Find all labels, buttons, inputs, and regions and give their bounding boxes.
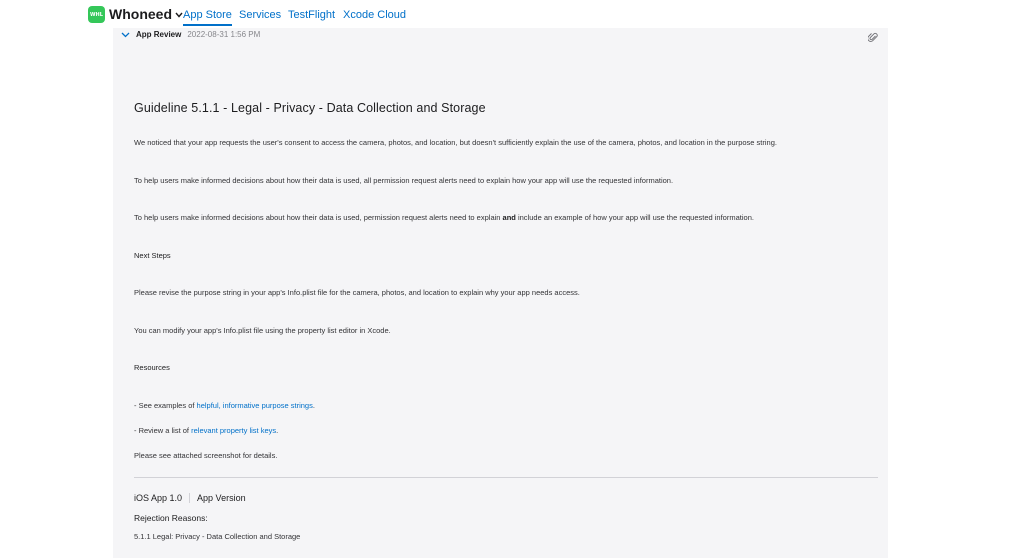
review-paragraph-2: To help users make informed decisions about how their data is used, all permission request alerts need to explain how your app will use the requested information. <box>134 176 674 185</box>
tab-app-store[interactable]: App Store <box>183 9 232 21</box>
resource-2-prefix: - Review a list of <box>134 426 192 435</box>
divider <box>134 477 878 478</box>
separator <box>189 493 190 503</box>
tab-services[interactable]: Services <box>239 9 282 21</box>
version-label: App Version <box>197 493 246 503</box>
guideline-title: Guideline 5.1.1 - Legal - Privacy - Data Collection and Storage <box>134 101 486 115</box>
review-header <box>121 30 260 39</box>
review-panel <box>113 28 888 558</box>
resource-item-2 <box>134 426 278 435</box>
next-steps-heading: Next Steps <box>134 251 171 260</box>
purpose-strings-link[interactable]: helpful, informative purpose strings <box>196 401 313 410</box>
resource-item-1 <box>134 401 315 410</box>
app-name: Whoneed <box>109 6 172 22</box>
review-label: App Review <box>136 30 182 39</box>
chevron-down-icon <box>175 12 183 18</box>
review-paragraph-3 <box>134 213 754 222</box>
app-switcher[interactable] <box>109 6 183 22</box>
p3-text-c: include an example of how your app will use the requested information. <box>515 213 754 222</box>
resource-1-suffix: . <box>312 401 315 410</box>
rejection-reasons-label: Rejection Reasons: <box>134 513 208 523</box>
app-logo-text: WHL <box>90 11 103 18</box>
review-date: 2022-08-31 1:56 PM <box>187 30 261 39</box>
attachment-button[interactable] <box>868 30 878 48</box>
tab-testflight[interactable]: TestFlight <box>288 9 336 21</box>
p3-text-a: To help users make informed decisions about how their data is used, permission request alerts need to explain <box>134 213 503 222</box>
review-paragraph-4: Please revise the purpose string in your app's Info.plist file for the camera, photos, and location to explain why your app needs access. <box>134 288 580 297</box>
rejection-reason: 5.1.1 Legal: Privacy - Data Collection and Storage <box>134 532 301 541</box>
app-version-row <box>134 493 246 503</box>
top-navigation-bar <box>0 0 1024 30</box>
tab-xcode-cloud[interactable]: Xcode Cloud <box>343 9 406 21</box>
collapse-chevron-icon[interactable] <box>121 32 130 38</box>
review-paragraph-5: You can modify your app's Info.plist file using the property list editor in Xcode. <box>134 326 391 335</box>
property-list-keys-link[interactable]: relevant property list keys <box>191 426 277 435</box>
p3-text-bold: and <box>502 213 516 222</box>
app-logo[interactable] <box>88 6 105 23</box>
review-paragraph-1: We noticed that your app requests the user's consent to access the camera, photos, and location, but doesn't sufficiently explain the use of the camera, photos, and location in the purpose string. <box>134 138 777 147</box>
platform-version: iOS App 1.0 <box>134 493 183 503</box>
resources-heading: Resources <box>134 363 170 372</box>
review-paragraph-6: Please see attached screenshot for details. <box>134 451 278 460</box>
resource-1-prefix: - See examples of <box>134 401 197 410</box>
paperclip-icon <box>868 32 878 43</box>
resource-2-suffix: . <box>276 426 279 435</box>
